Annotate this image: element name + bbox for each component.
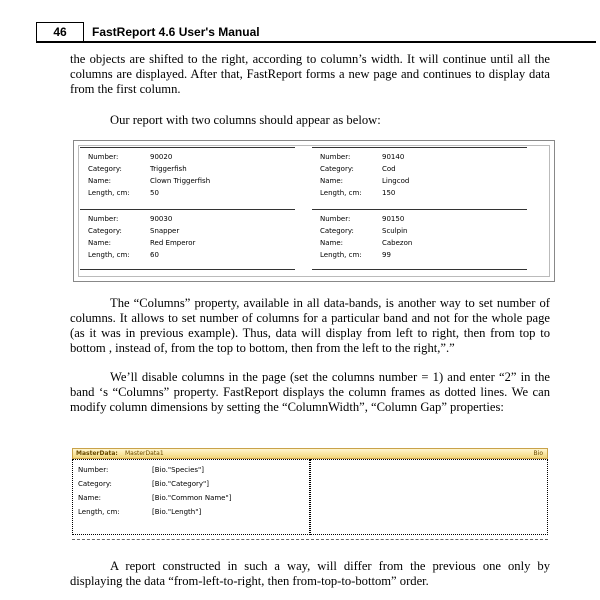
sample-report bbox=[73, 140, 555, 282]
field-value: 50 bbox=[150, 189, 159, 197]
field-label: Name: bbox=[320, 177, 344, 185]
field-value: Red Emperor bbox=[150, 239, 196, 247]
band-datasource-label: Bio bbox=[533, 450, 543, 457]
field-label: Length, cm: bbox=[88, 189, 130, 197]
field-label: Number: bbox=[320, 153, 351, 161]
field-label: Number: bbox=[88, 153, 119, 161]
field-value: Snapper bbox=[150, 227, 180, 235]
memo-label[interactable]: Length, cm: bbox=[78, 508, 120, 516]
field-value: Cabezon bbox=[382, 239, 413, 247]
field-label: Length, cm: bbox=[320, 189, 362, 197]
memo-label[interactable]: Number: bbox=[78, 466, 109, 474]
column-frame-2 bbox=[310, 459, 548, 535]
record bbox=[312, 209, 527, 270]
manual-title: FastReport 4.6 User's Manual bbox=[92, 25, 260, 39]
band-body bbox=[72, 459, 548, 540]
paragraph-1: the objects are shifted to the right, according to column’s width. It will continue until all the columns are displayed. After that, FastReport forms a new page and continues to display data from the first column. bbox=[70, 52, 550, 96]
band-name-label: MasterData1 bbox=[125, 450, 164, 457]
record bbox=[80, 209, 295, 270]
field-label: Length, cm: bbox=[88, 251, 130, 259]
field-label: Number: bbox=[320, 215, 351, 223]
field-label: Category: bbox=[320, 165, 354, 173]
field-value: Lingcod bbox=[382, 177, 410, 185]
band-title-bar[interactable] bbox=[72, 448, 548, 459]
field-value: Sculpin bbox=[382, 227, 408, 235]
memo-field[interactable]: [Bio."Length"] bbox=[152, 508, 202, 516]
field-value: 90140 bbox=[382, 153, 405, 161]
band-type-label: MasterData: bbox=[76, 450, 118, 457]
field-label: Name: bbox=[320, 239, 344, 247]
field-value: 150 bbox=[382, 189, 396, 197]
memo-field[interactable]: [Bio."Category"] bbox=[152, 480, 210, 488]
field-label: Name: bbox=[88, 239, 112, 247]
masterdata-band[interactable] bbox=[72, 448, 548, 540]
memo-label[interactable]: Category: bbox=[78, 480, 112, 488]
paragraph-2: Our report with two columns should appear as below: bbox=[110, 113, 381, 127]
field-value: 90020 bbox=[150, 153, 173, 161]
paragraph-5: A report constructed in such a way, will differ from the previous one only by displaying the data “from-left-to-right, then from-top-to-bottom” order. bbox=[70, 559, 550, 588]
memo-field[interactable]: [Bio."Species"] bbox=[152, 466, 204, 474]
field-label: Name: bbox=[88, 177, 112, 185]
field-label: Category: bbox=[320, 227, 354, 235]
record bbox=[312, 147, 527, 207]
page-header bbox=[12, 22, 588, 42]
field-value: Triggerfish bbox=[150, 165, 187, 173]
paragraph-3: The “Columns” property, available in all data-bands, is another way to set number of columns. It allows to set number of columns for a particular band and not for the whole page (as it was in previous example). Thus, data will display from left to right, then from top to bottom , instead of, from the top to bottom, then from the left to the right,”.” bbox=[70, 296, 550, 355]
field-value: 90030 bbox=[150, 215, 173, 223]
header-rule bbox=[36, 41, 596, 43]
field-label: Number: bbox=[88, 215, 119, 223]
field-value: 99 bbox=[382, 251, 391, 259]
field-label: Category: bbox=[88, 165, 122, 173]
page-number: 46 bbox=[36, 22, 84, 42]
field-value: Clown Triggerfish bbox=[150, 177, 211, 185]
memo-field[interactable]: [Bio."Common Name"] bbox=[152, 494, 232, 502]
memo-label[interactable]: Name: bbox=[78, 494, 102, 502]
field-value: 90150 bbox=[382, 215, 405, 223]
report-column-right bbox=[312, 147, 527, 270]
record bbox=[80, 147, 295, 207]
report-column-left bbox=[80, 147, 295, 270]
field-value: 60 bbox=[150, 251, 159, 259]
field-label: Category: bbox=[88, 227, 122, 235]
paragraph-4: We’ll disable columns in the page (set the columns number = 1) and enter “2” in the band ‘s “Columns” property. FastReport displays the column frames as dotted lines. We can modify column dimensions by setting the “ColumnWidth”, “Column Gap” properties: bbox=[70, 370, 550, 414]
field-label: Length, cm: bbox=[320, 251, 362, 259]
band-bottom-edge bbox=[72, 539, 548, 540]
field-value: Cod bbox=[382, 165, 396, 173]
